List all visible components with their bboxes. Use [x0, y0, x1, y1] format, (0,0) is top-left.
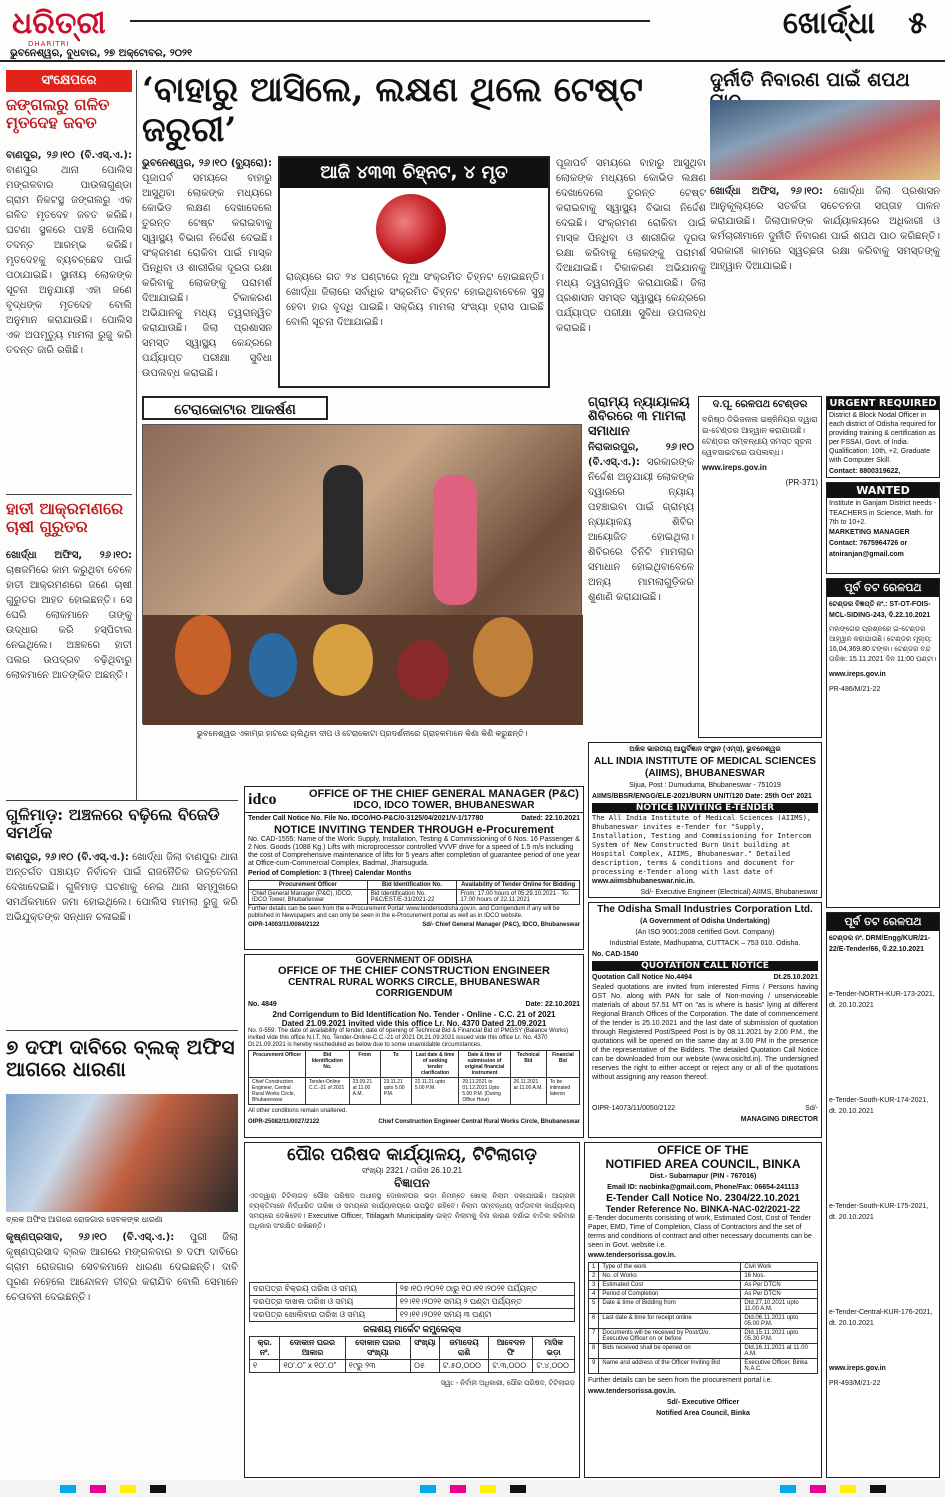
titilagarh-table [249, 1336, 575, 1373]
titilagarh-no: ସଂଖ୍ୟା 2321 / ତାରିଖ 26.10.21 [361, 1166, 463, 1175]
dharana-caption: ବ୍ଲକ ଅଫିସ ଆଗରେ ରୋଜଗାର ସେବକଙ୍କ ଧାରଣା [6, 1215, 163, 1224]
table-header: Procurement Officer [249, 881, 368, 890]
table-cell: ୧୯ରୁ ୨୩ [345, 1360, 410, 1373]
elephant-dateline: ଖୋର୍ଦ୍ଧା ଅଫିସ, ୨୬।୧୦: [6, 550, 132, 561]
dharana-dateline: କୃଷ୍ଣପ୍ରସାଦ, ୨୬।୧୦ (ବି.ଏସ୍.ଏ.): [6, 1232, 175, 1243]
table-cell: 23.11.21 upto 5.00 P.M. [380, 1078, 411, 1105]
dharana-headline: ୭ ଦଫା ଦାବିରେ ବ୍ଲକ୍ ଅଫିସ ଆଗରେ ଧାରଣା [6, 1035, 235, 1081]
table-header: Last date & time of seeking tender clarification [411, 1051, 459, 1078]
table-cell: Dtd.06.11.2021 upto 05.00 P.M. [741, 1314, 818, 1329]
dateline: ଭୁବନେଶ୍ୱର, ବୁଧବାର, ୨୭ ଅକ୍ଟୋବର, ୨୦୨୧ [10, 48, 193, 59]
color-swatch [780, 1485, 796, 1493]
table-cell: Estimated Cost [599, 1281, 741, 1290]
aiims-ref: AIIMS/BBSR/ENGG/ELE-2021/BURN UNIT/120 [592, 793, 744, 800]
crwc-sign: Chief Construction Engineer Central Rural Works Circle, Bhubaneswar [378, 1119, 580, 1125]
color-swatch [840, 1485, 856, 1493]
crwc-govt: GOVERNMENT OF ODISHA [355, 955, 473, 965]
elephant-body: ଚାଷଜମିରେ କାମ କରୁଥିବା ବେଳେ ହାତୀ ଆକ୍ରମଣରେ ଜଣେ ଚାଷୀ ଗୁରୁତର ଆହତ ହୋଇଛନ୍ତି। ସେ ଘେରି ଲୋକମାନେ ତାଙ୍କୁ ଉଦ୍ଧାର କରି ହସ୍ପିଟାଲ ନେଇଥିଲେ। ଅଞ୍ଚଳରେ ହାତୀ ପଲର ଉପଦ୍ରବ ବଢ଼ିଥିବାରୁ ଲୋକମାନେ ଆତଙ୍କିତ ଅଛନ୍ତି। [6, 565, 132, 681]
main-story-continued: ପୂଜାପର୍ବ ସମୟରେ ବାହାରୁ ଆସୁଥିବା ଲୋକଙ୍କ ମଧ୍ୟରେ କୋଭିଡ ଲକ୍ଷଣ ଦେଖାଦେଲେ ତୁରନ୍ତ ଟେଷ୍ଟ କରାଇବାକୁ ସ୍ୱାସ୍ଥ୍ୟ ବିଭାଗ ନିର୍ଦ୍ଦେଶ ଦେଇଛି। ସଂକ୍ରମଣ ରୋକିବା ପାଇଁ ମାସ୍କ ପିନ୍ଧିବା ଓ ଶାରୀରିକ ଦୂରତା ରକ୍ଷା କରିବାକୁ ଲୋକଙ୍କୁ ପରାମର୍ଶ ଦିଆଯାଇଛି। ଟିକାକରଣ ଅଭିଯାନକୁ ମଧ୍ୟ ତ୍ୱରାନ୍ୱିତ କରାଯାଉଛି। ଜିଲା ପ୍ରଶାସନ ସମସ୍ତ ସ୍ୱାସ୍ଥ୍ୟ କେନ୍ଦ୍ରରେ ପର୍ଯ୍ୟାପ୍ତ ପରୀକ୍ଷା ସୁବିଧା ଉପଲବ୍ଧ କରାଇଛି। [556, 158, 706, 334]
dharana-body: ପୁରୀ ଜିଲା କୃଷ୍ଣପ୍ରସାଦ ବ୍ଲକ ଆଗରେ ମଙ୍ଗଳବାର ୭ ଦଫା ଦାବିରେ ଗ୍ରାମ ରୋଜଗାର ସେବକମାନେ ଧାରଣା ଦେଇଛନ୍ତି। ଦାବି ପୂରଣ ନହେଲେ ଆନ୍ଦୋଳନ ତୀବ୍ର କରାଯିବ ବୋଲି ସେମାନେ ଚେତାବନୀ ଦେଇଛନ୍ତି। [6, 1232, 238, 1303]
terracotta-caption: ଭୁବନେଶ୍ୱର ଏକାମ୍ର ହାଟରେ ଚାଲିଥିବା ଦୀପ ଓ ଟେରାକୋଟା ପ୍ରଦର୍ଶନୀରେ ଗ୍ରାହକମାନେ କିଣା କିଣି କରୁଛନ୍ତି। [196, 729, 528, 738]
table-cell: ୦୫ [411, 1360, 440, 1373]
color-swatch [870, 1485, 886, 1493]
binka-ad [584, 1142, 822, 1478]
gram-body: ସରକାରଙ୍କ ନିର୍ଦ୍ଦେଶ ଅନୁଯାୟୀ ଲୋକଙ୍କ ଦ୍ୱାରରେ ନ୍ୟାୟ ପହଞ୍ଚାଇବା ପାଇଁ ଗ୍ରାମ୍ୟ ନ୍ୟାୟାଳୟ ଶିବିର ଆୟୋଜିତ ହୋଇଥିଲା। ଶିବିରରେ ତିନିଟି ମାମଲାର ସମାଧାନ ହୋଇଥିବାବେଳେ ଅନ୍ୟ ମାମଲାଗୁଡ଼ିକର ଶୁଣାଣି କରାଯାଇଛି। [588, 457, 694, 603]
osic-title: The Odisha Small Industries Corporation Ltd. [597, 904, 813, 915]
binka-ref: Tender Reference No. BINKA-NAC-02/2021-22 [605, 1204, 801, 1214]
covid-box [278, 156, 550, 388]
table-cell: ଦରପତ୍ର ବିକ୍ରୟ ତାରିଖ ଓ ସମୟ [250, 1283, 397, 1296]
anticorruption-dateline: ଖୋର୍ଦ୍ଧା ଅଫିସ, ୨୬।୧୦: [710, 186, 823, 197]
osic-notice: QUOTATION CALL NOTICE [592, 961, 818, 971]
table-cell: ଦରପତ୍ର ଖୋଲିବାର ତାରିଖ ଓ ସମୟ [250, 1309, 397, 1322]
railway-ad [698, 396, 822, 738]
osic-iso: (An ISO 9001:2008 certified Govt. Company) [635, 929, 775, 936]
crwc-sub: CENTRAL RURAL WORKS CIRCLE, BHUBANESWAR [288, 977, 540, 988]
gram-headline: ଗ୍ରାମ୍ୟ ନ୍ୟାୟାଳୟ ଶିବିରରେ ୩ ମାମଲା ସମାଧାନ [588, 395, 690, 439]
osic-body: Sealed quotations are invited from interested Firms / Persons having GST No. along with PAN for sale of Non-moving / unserviceable materials of about 57.51 MT on "as is where is basis" lying at different Regional Branch Offices of the Corporation. The date of commencement of the tender is 25.10.2021 and the last date of submission of quotation through Registered Post/Speed Post is by 08.11.2021 by 2.00 P.M., the quotations will be opened on the same day at 3.00 PM in the presence of the representative of the Bidders. The detailed Quotation Call Notice can be downloaded from our website (www.osicltd.in). The undersigned reserves the right to either accept or reject any or all of the quotations without assigning any reason thereof. [592, 984, 818, 1081]
print-color-bar [0, 1480, 945, 1497]
table-cell: 7 [589, 1329, 599, 1344]
binka-footer-web[interactable]: www.tendersorissa.gov.in. [588, 1388, 676, 1395]
crwc-table [248, 1050, 580, 1105]
table-cell: Chief General Manager (P&C), IDCO, IDCO Tower, Bhubaneswar [249, 890, 368, 905]
table-cell: Executive Officer, Binka N.A.C. [741, 1359, 818, 1374]
table-cell: 17.00 hours of 22.11.2021 [460, 897, 530, 903]
binka-web[interactable]: www.tendersorissa.gov.in. [588, 1252, 676, 1259]
dharana-photo [6, 1094, 238, 1212]
ecor2-item: e-Tender-NORTH-KUR-173-2021, dt. 20.10.2021 [829, 991, 935, 1009]
ecor1-web[interactable]: www.ireps.gov.in [829, 671, 886, 678]
elephant-story [6, 548, 132, 798]
newspaper-logo[interactable]: ଧରିତ୍ରୀ [12, 6, 106, 41]
gram-dateline: ନିରାକାରପୁର, ୨୬।୧୦ (ବି.ଏସ୍.ଏ.): [588, 442, 694, 468]
table-header: Availability of Tender Online for Bidding [457, 881, 580, 890]
table-cell: 17.00 hours of 05.29.10.2021 [477, 891, 557, 897]
binka-signer: Notified Area Council, Binka [656, 1410, 750, 1417]
table-header: Financial Bid [546, 1051, 579, 1078]
table-cell: 4 [589, 1290, 599, 1299]
gulimad-story [6, 850, 238, 1026]
table-cell: 26.11.2021 at 11.00 A.M. [510, 1078, 546, 1105]
osic-address: Industrial Estate, Madhupatna, CUTTACK – 753 010. Odisha. [609, 940, 801, 947]
osic-qno: Quotation Call Notice No.4494 [592, 974, 692, 981]
table-cell: ୧ [250, 1360, 280, 1373]
jungle-story [6, 148, 132, 488]
column-rule [136, 70, 137, 800]
wanted-item-manager: MARKETING MANAGER [829, 529, 910, 536]
aiims-title: ALL INDIA INSTITUTE OF MEDICAL SCIENCES (AIIMS), BHUBANESWAR [593, 756, 817, 779]
binka-table [588, 1262, 818, 1374]
logo-subtitle: DHARITRI [28, 40, 70, 48]
binka-body: E-Tender documents consisting of work, Estimated Cost, Cost of Tender Paper, EMD, Time of Completion, Class of Contractors and the set of terms and conditions of contract and other necessary documents can be seen in Govt. website i.e. [588, 1215, 812, 1249]
table-cell: Date & time of Bidding from [599, 1299, 741, 1314]
table-cell: Dtd.27.10.2021 upto 11.00 A.M. [741, 1299, 818, 1314]
section-name: ଖୋର୍ଦ୍ଧା [782, 6, 875, 41]
table-header: Technical Bid [510, 1051, 546, 1078]
gulimad-headline: ଗୁଳିମାଡ଼: ଅଞ୍ଚଳରେ ବଢ଼ିଲେ ବିଜେଡି ସମର୍ଥକ [6, 805, 220, 842]
gulimad-body: ଖୋର୍ଦ୍ଧା ଜିଲା ବାଣପୁର ଥାନା ଅନ୍ତର୍ଗତ ପଞ୍ଚାୟତ ନିର୍ବାଚନ ପାଇଁ ରାଜନୈତିକ ଉତ୍ତେଜନା ଦେଖାଦେଇଛି। ଗୁଳିମାଡ଼ ଘଟଣାକୁ ନେଇ ଥାନା ସମ୍ମୁଖରେ ସମର୍ଥକମାନେ ଜମା ହୋଇଥିଲେ। ପୋଲିସ ମାମଲା ରୁଜୁ କରି ଅଭିଯୁକ୍ତଙ୍କ ସନ୍ଧାନ ଚଳାଇଛି। [6, 852, 238, 923]
table-header: ମାସିକ ଭଡ଼ା [533, 1337, 575, 1360]
table-cell: From [460, 891, 475, 897]
table-header: ଆବେଦନ ଫି [489, 1337, 533, 1360]
idco-oipr: OIPR-14003/11/0084/2122 [248, 922, 320, 928]
color-swatch [510, 1485, 526, 1493]
table-cell: Dtd.16.11.2021 at 11.00 A.M. [741, 1344, 818, 1359]
table-cell: ଟ.୪,୦୦୦ [533, 1360, 575, 1373]
covid-body: ରାଜ୍ୟରେ ଗତ ୨୪ ଘଣ୍ଟାରେ ନୂଆ ସଂକ୍ରମିତ ଚିହ୍ନଟ ହୋଇଛନ୍ତି। ଖୋର୍ଦ୍ଧା ଜିଲାରେ ସର୍ବାଧିକ ସଂକ୍ରମିତ ଚିହ୍ନଟ ହୋଇଥିବାବେଳେ ସୁସ୍ଥ ହେବା ହାର ବୃଦ୍ଧି ପାଇଛି। ସକ୍ରିୟ ମାମଲା ସଂଖ୍ୟା ହ୍ରାସ ପାଇଛି ବୋଲି ସୂଚନା ଦିଆଯାଇଛି। [286, 272, 544, 328]
osic-oipr: OIPR-14073/11/0050/2122 [592, 1105, 676, 1112]
table-header: Procurement Officer [249, 1051, 306, 1078]
binka-sign: Sd/- Executive Officer [666, 1399, 740, 1406]
jungle-body: ବାଣପୁର ଥାନା ପୋଲିସ ମଙ୍ଗଳବାର ପାଉଳାଗୁଣ୍ଡା ଗ୍ରାମ ନିକଟସ୍ଥ ଜଙ୍ଗଲରୁ ଏକ ଗଳିତ ମୃତଦେହ ଜବତ କରିଛି। ଘଟଣା ସ୍ଥଳରେ ପହଞ୍ଚି ପୋଲିସ ତଦନ୍ତ ଆରମ୍ଭ କରିଛି। ମୃତଦେହକୁ ବ୍ୟବଚ୍ଛେଦ ପାଇଁ ପଠାଯାଇଛି। ସ୍ଥାନୀୟ ଲୋକଙ୍କ ସୂଚନା ଅନୁଯାୟୀ ଏହା ଜଣେ ବୃଦ୍ଧଙ୍କ ମୃତଦେହ ବୋଲି ଅନୁମାନ କରାଯାଉଛି। ପୋଲିସ ଏକ ଅପମୃତ୍ୟୁ ମାମଲା ରୁଜୁ କରି ତଦନ୍ତ ଜାରି ରଖିଛି। [6, 165, 132, 356]
color-swatch [90, 1485, 106, 1493]
table-header: ଦୋକାନ ଘରର ସଂଖ୍ୟା [345, 1337, 410, 1360]
terracotta-label: ଟେରାକୋଟାର ଆକର୍ଷଣ [142, 396, 328, 420]
ecor2-item: e-Tender-South-KUR-175-2021, dt. 20.10.2021 [829, 1203, 929, 1221]
table-cell: 2 [589, 1272, 599, 1281]
table-cell: No. of Works [599, 1272, 741, 1281]
ecor1-body: ମହାଙ୍ଗେର ପ୍ରଶ୍ନରେ ଇ-ଟେଣ୍ଡର ଆହ୍ୱାନ କରାଯାଉଛି। ଟେଣ୍ଡର ମୂଲ୍ୟ: 16,04,369.80 ଟଙ୍କା। ଟେଣ୍ଡର ବନ୍ଦ ତାରିଖ: 15.11.2021 ଦିନ 11:00 ଘଣ୍ଟା। [829, 626, 937, 663]
aiims-date: Date: 25th Oct' 2021 [745, 793, 812, 800]
idco-footer: Further details can be seen from the e-Procurement Portal: www.tendersodisha.gov.in. and Corrigendum if any will be published in Newspapers and can only be seen in the e-Procurement portal as well as in IDCO website. [248, 906, 560, 919]
osic-sub: (A Government of Odisha Undertaking) [640, 918, 770, 925]
crwc-line1: 2nd Corrigendum to Bid Identification No. Tender - Online - C.C. 21 of 2021 [272, 1010, 556, 1019]
color-swatch [810, 1485, 826, 1493]
table-cell: Tender-Online C.C.-21 of 2021 [305, 1078, 349, 1105]
table-cell: Bids received shall be opened on [599, 1344, 741, 1359]
main-headline: ‘ବାହାରୁ ଆସିଲେ, ଲକ୍ଷଣ ଥିଲେ ଟେଷ୍ଟ ଜରୁରୀ’ [142, 70, 644, 150]
urgent-title: URGENT REQUIRED [827, 397, 939, 410]
color-swatch [420, 1485, 436, 1493]
aiims-sign: Sd/- [640, 889, 654, 896]
table-cell: ଟ.୩,୦୦୦ [489, 1360, 533, 1373]
color-swatch [120, 1485, 136, 1493]
titilagarh-table-title: ଜଳାଶୟ ମାର୍କେଟ କମ୍ପ୍ଲେକ୍ସ [363, 1324, 461, 1334]
crwc-no: No. 4849 [248, 1001, 277, 1008]
ecor2-item: e-Tender-Central-KUR-176-2021, dt. 20.10.2021 [829, 1309, 933, 1327]
aiims-body: The All India Institute of Medical Sciences (AIIMS), Bhubaneswar invites e-Tender for "Supply, Installation, Testing and Commissioning for Intercom System of New Constructed Burn Unit building at Hospital Complex, AIIMS, Bhubaneswar." Detailed description, terms & conditions and document for processing e-Tender along with last date of [592, 814, 812, 876]
railway-title: ଦ.ପୂ. ରେଳପଥ ଟେଣ୍ଡର [712, 399, 808, 410]
ecor2-item: e-Tender-South-KUR-174-2021, dt. 20.10.2021 [829, 1097, 929, 1115]
masthead [0, 0, 945, 62]
binka-footer: Further details can be seen from the procurement portal i.e. [588, 1377, 773, 1384]
table-cell: 3 [589, 1281, 599, 1290]
gulimad-dateline: ବାଣପୁର, ୨୬।୧୦ (ବି.ଏସ୍.ଏ.): [6, 852, 129, 863]
table-header: To [380, 1051, 411, 1078]
titilagarh-sign: ସ୍ୱା: - ନିର୍ବାହୀ ଅଧିକାରୀ, ପୌର ପରିଷଦ, ଟିଟିଲାଗଡ଼ [440, 1380, 575, 1387]
dharana-story [6, 1230, 238, 1478]
osic-signer: MANAGING DIRECTOR [740, 1116, 818, 1123]
table-cell: Documents will be received by Post/O/o. Executive Officer on or before [599, 1329, 741, 1344]
crwc-body: No. 0-559: The date of availability of tender, date of opening of Technical Bid & Financial Bid of PMGSY (Balance Works) invited vide this office N.I.T. No. Tender-Online-C.C.-21 of 2021 Dt.21.09.2021 issued vide this office Lr. No. 4370 Dt.21.09.2021 is hereby rescheduled as below due to some unavoidable circumstances. [248, 1028, 569, 1048]
crwc-office: OFFICE OF THE CHIEF CONSTRUCTION ENGINEER [278, 965, 550, 977]
binka-notice: E-Tender Call Notice No. 2304/22.10.2021 [606, 1193, 800, 1204]
railway-ref: (PR-371) [785, 478, 818, 487]
titilagarh-title: ପୌର ପରିଷଦ କାର୍ଯ୍ୟାଳୟ, ଟିଟିଲାଗଡ଼ [287, 1145, 537, 1165]
jungle-dateline: ବାଣପୁର, ୨୬।୧୦ (ବି.ଏସ୍.ଏ.): [6, 150, 132, 161]
ecor2-ref: PR-493/M/21-22 [829, 1380, 881, 1387]
ecor1-title: ପୂର୍ବ ତଟ ରେଳପଥ [827, 579, 939, 597]
idco-date: Dated: 22.10.2021 [521, 815, 580, 822]
idco-ad [244, 786, 584, 950]
binka-email[interactable]: Email ID: nacbinka@gmail.com, Phone/Fax: 06654-241113 [607, 1184, 799, 1191]
titilagarh-schedule [249, 1282, 575, 1322]
divider [6, 494, 132, 495]
virus-icon [376, 194, 446, 264]
masthead-rule [130, 20, 650, 22]
divider [6, 1030, 238, 1031]
aiims-notice: NOTICE INVITING E-TENDER [592, 803, 818, 813]
anticorruption-body: ଖୋର୍ଦ୍ଧା ଜିଲା ପ୍ରଶାସନ ଆନୁକୂଲ୍ୟରେ ସତର୍କତା ସଚେତନତା ସପ୍ତାହ ପାଳନ କରାଯାଉଛି। ଜିଲାପାଳଙ୍କ କାର୍ଯ୍ୟାଳୟରେ ଅଧିକାରୀ ଓ କର୍ମଚାରୀମାନେ ଦୁର୍ନୀତି ନିବାରଣ ପାଇଁ ଶପଥ ପାଠ କରିଛନ୍ତି। ସରକାରୀ କାମରେ ସ୍ୱଚ୍ଛତା ରକ୍ଷା କରିବାକୁ ସମସ୍ତଙ୍କୁ ଆହ୍ୱାନ ଦିଆଯାଇଛି। [710, 186, 940, 272]
anticorruption-headline: ଦୁର୍ନୀତି ନିବାରଣ ପାଇଁ ଶପଥ [710, 69, 910, 91]
idco-ref: Tender Call Notice No. File No. IDCO/HO-P&C/0-3125/04/2021/V-1/17780 [248, 815, 484, 822]
urgent-contact: Contact: 8800319622, [829, 468, 901, 475]
titilagarh-ad [244, 1142, 580, 1478]
idco-logo: idco [248, 790, 277, 808]
table-cell: 5 [589, 1299, 599, 1314]
urgent-body: District & Block Nodal Officer in each district of Odisha required for providing training & certification as per FSSAI, Govt. of India. Qualification: 10th, +2, Graduate with Computer Skill. [829, 412, 936, 464]
aiims-address: Sijua, Post : Dumuduma, Bhubaneswar - 751019 [629, 782, 781, 789]
railway-web[interactable]: www.ireps.gov.in [702, 463, 767, 472]
ecor1-line1: ଟେଣ୍ଡର ବିଜ୍ଞପ୍ତି ନଂ.: ST-OT-FOIS-MCL-SIDING-243, ଦି.22.10.2021 [829, 601, 931, 619]
table-cell: ୧୨।୧୧।୨୦୨୧ ସମୟ ୨ ଘଣ୍ଟା ପର୍ଯ୍ୟନ୍ତ [396, 1296, 574, 1309]
idco-body: No. CAD-1555: Name of the Work: Supply, Installation, Testing & Commissioning of 6 Nos. 16 Passenger & 2 Nos. Goods (1088 Kg.) Lifts with microprocessor controlled VVVF drive for a speed of 1.5 m/s including the cost of Comprehensive maintenance of lifts for 5 years after completion of guarantee period of one year at Office-cum-Commercial Complex, Badmal, Jharsuguda. [248, 836, 580, 867]
table-cell: As Per DTCN [741, 1281, 818, 1290]
table-cell: ଦରପତ୍ର ଦାଖଲ ତାରିଖ ଓ ସମୟ [250, 1296, 397, 1309]
main-story [142, 156, 272, 388]
ecor-ad-2 [826, 912, 940, 1478]
anticorruption-photo [710, 100, 940, 180]
table-cell: As Per DTCN [741, 1290, 818, 1299]
titilagarh-body: ଏତଦ୍ୱାରା ଟିଟିଲାଗଡ଼ ପୌର ପରିଷଦ ଅଧୀନସ୍ଥ ଦୋକାନଘର ଭଡ଼ା ନିମନ୍ତେ ଖୋଲା ନିଲାମ ଡକାଯାଉଛି। ଆଗ୍ରହୀ ବ୍ୟକ୍ତିମାନେ ନିର୍ଦ୍ଧାରିତ ତାରିଖ ଓ ସମୟରେ କାର୍ଯ୍ୟାଳୟରେ ଉପସ୍ଥିତ ରହିବେ। ନିଲାମ ସମ୍ବନ୍ଧୀୟ ସର୍ତ୍ତାବଳୀ କାର୍ଯ୍ୟାଳୟ ସମୟରେ ଦେଖିହେବ। Executive Officer, Titilagarh Municipality ଉକ୍ତ ନିଲାମକୁ ବିନା କାରଣ ଦର୍ଶାଇ ବାତିଲ କରିବାର ଅଧିକାର ସଂରକ୍ଷିତ ରଖିଛନ୍ତି। [249, 1193, 575, 1230]
crwc-note: All other conditions remain unaltered. [248, 1108, 348, 1114]
osic-sign: Sd/- [805, 1105, 818, 1112]
table-cell: 22.11.21 upto 5.00 P.M. [411, 1078, 459, 1105]
crwc-oipr: OIPR-25082/11/0027/2122 [248, 1119, 320, 1125]
ecor2-line1: ଟେଣ୍ଡର ନଂ. DRM/Engg/KUR/21-22/E-Tender/66, ଦି.22.10.2021 [829, 935, 931, 953]
table-cell: Bid Identification No. P&C/EST/E-31/2021-22 [367, 890, 457, 905]
table-header: ଦୋକାନ ଘରର ଆକାର [280, 1337, 345, 1360]
idco-period: Period of Completion: 3 (Three) Calendar Months [248, 870, 412, 877]
anticorruption-story [710, 184, 940, 388]
binka-dist: Dist.- Subarnapur (PIN - 767016) [649, 1173, 757, 1180]
idco-office: OFFICE OF THE CHIEF GENERAL MANAGER (P&C) [309, 788, 579, 800]
covid-banner: ଆଜି ୪୩୩ ଚିହ୍ନଟ, ୪ ମୃତ [280, 158, 548, 188]
wanted-email[interactable]: atniranjan@gmail.com [829, 551, 904, 558]
osic-qdate: Dt.25.10.2021 [773, 974, 818, 981]
table-cell: 1 [589, 1263, 599, 1272]
table-cell: 23.09.21 at 11.00 A.M. [349, 1078, 380, 1105]
wanted-ad [826, 482, 940, 574]
table-header: ଜମାଦେୟ ରାଶି [439, 1337, 489, 1360]
gram-story [588, 440, 694, 740]
table-header: Bid Identification No. [367, 881, 457, 890]
ecor-ad-1 [826, 578, 940, 908]
aiims-web[interactable]: www.aiimsbhubaneswar.nic.in. [592, 878, 695, 885]
crwc-ad [244, 954, 584, 1138]
titilagarh-sub: ବିଜ୍ଞାପନ [394, 1176, 430, 1190]
ecor2-web[interactable]: www.ireps.gov.in [829, 1365, 886, 1372]
color-swatch [150, 1485, 166, 1493]
terracotta-photo [142, 424, 582, 724]
urgent-ad [826, 396, 940, 478]
table-cell: 6 [589, 1314, 599, 1329]
main-dateline: ଭୁବନେଶ୍ୱର, ୨୬।୧୦ (ବ୍ୟୁରୋ): [142, 158, 272, 169]
idco-table: Procurement Officer Bid Identification No. Availability of Tender Online for Bidding Chief General Manager (P&C), IDCO, IDCO Tower, Bhubaneswar Bid Identification No. P&C/EST/E-31/2021-22 From: 17.00 hours of 05.29.10.2021 · To: 17.00 hours of 22.11.2021 [248, 880, 580, 905]
binka-title2: NOTIFIED AREA COUNCIL, BINKA [605, 1157, 801, 1171]
aiims-title-or: ଅଖିଳ ଭାରତୀୟ ଆୟୁର୍ବିଜ୍ଞାନ ସଂସ୍ଥାନ (ଏମ୍ସ), ଭୁବନେଶ୍ୱର [629, 746, 781, 753]
table-cell: 8 [589, 1344, 599, 1359]
railway-body: ବରିଷ୍ଠ ଡିଭିଜନାଲ ଇଞ୍ଜିନିୟର ଦ୍ୱାରା ଇ-ଟେଣ୍ଡର ଆହ୍ୱାନ କରାଯାଉଛି। ଟେଣ୍ଡର ସମ୍ବନ୍ଧୀୟ ସମସ୍ତ ସୂଚନା ୱେବସାଇଟରେ ଉପଲବ୍ଧ। [702, 415, 818, 457]
table-cell: ୧୨।୧୧।୨୦୨୧ ସମୟ ୩ ଘଣ୍ଟା [396, 1309, 574, 1322]
crwc-date: Date: 22.10.2021 [525, 1001, 580, 1008]
table-header: From [349, 1051, 380, 1078]
ecor2-title: ପୂର୍ବ ତଟ ରେଳପଥ [827, 913, 939, 931]
aiims-signer: Executive Engineer (Electrical) AIIMS, Bhubaneswar [655, 889, 818, 896]
ecor1-ref: PR-486/M/21-22 [829, 686, 881, 693]
table-cell: Last date & time for receipt online [599, 1314, 741, 1329]
wanted-item-teachers: TEACHERS in Science, Math. for 7th to 10+2. [829, 510, 933, 526]
osic-no: No. CAD-1540 [592, 951, 639, 958]
jungle-headline: ଜଙ୍ଗଲରୁ ଗଳିତ ମୃତଦେହ ଜବତ [6, 95, 110, 132]
table-cell: ୧୦'.୦" x ୧୦'.୦" [280, 1360, 345, 1373]
binka-title1: OFFICE OF THE [657, 1143, 749, 1157]
osic-ad [588, 902, 822, 1138]
table-header: Bid Identification No. [305, 1051, 349, 1078]
table-cell: Period of Completion [599, 1290, 741, 1299]
idco-notice: NOTICE INVITING TENDER THROUGH e-Procurement [274, 824, 554, 836]
table-header: Date & time of submission of original financial instrument [459, 1051, 510, 1078]
color-swatch [60, 1485, 76, 1493]
wanted-intro: Institute in Ganjam District needs - [829, 500, 936, 507]
main-body: ପୂଜାପର୍ବ ସମୟରେ ବାହାରୁ ଆସୁଥିବା ଲୋକଙ୍କ ମଧ୍ୟରେ କୋଭିଡ ଲକ୍ଷଣ ଦେଖାଦେଲେ ତୁରନ୍ତ ଟେଷ୍ଟ କରାଇବାକୁ ସ୍ୱାସ୍ଥ୍ୟ ବିଭାଗ ନିର୍ଦ୍ଦେଶ ଦେଇଛି। ସଂକ୍ରମଣ ରୋକିବା ପାଇଁ ମାସ୍କ ପିନ୍ଧିବା ଓ ଶାରୀରିକ ଦୂରତା ରକ୍ଷା କରିବାକୁ ଲୋକଙ୍କୁ ପରାମର୍ଶ ଦିଆଯାଇଛି। ଟିକାକରଣ ଅଭିଯାନକୁ ମଧ୍ୟ ତ୍ୱରାନ୍ୱିତ କରାଯାଉଛି। ଜିଲା ପ୍ରଶାସନ ସମସ୍ତ ସ୍ୱାସ୍ଥ୍ୟ କେନ୍ଦ୍ରରେ ପର୍ଯ୍ୟାପ୍ତ ପରୀକ୍ଷା ସୁବିଧା ଉପଲବ୍ଧ କରାଇଛି। [142, 173, 272, 379]
pottery-illustration [143, 425, 583, 725]
idco-sub: IDCO, IDCO TOWER, BHUBANESWAR [353, 800, 535, 811]
table-cell: 29.11.2021 to 01.12.2021 Upto 5.00 P.M. (During Office Hour) [459, 1078, 510, 1105]
table-header: କ୍ର. ନଂ. [250, 1337, 280, 1360]
table-cell: Dtd.15.11.2021 upto 05.30 P.M. [741, 1329, 818, 1344]
wanted-contact: Contact: 7675964726 or [829, 540, 908, 547]
table-cell: ଟ.୫୦,୦୦୦ [439, 1360, 489, 1373]
table-cell: To be intimated lateron [546, 1078, 579, 1105]
crwc-title: CORRIGENDUM [375, 988, 453, 999]
table-cell: 16 Nos. [741, 1272, 818, 1281]
wanted-title: WANTED [827, 483, 939, 498]
crwc-line2: Dated 21.09.2021 invited vide this office Lr. No. 4370 Dated 21.09.2021 [281, 1019, 547, 1028]
page-number: ୫ [908, 6, 927, 41]
table-cell: ୨୭।୧୦।୨୦୨୧ ଠାରୁ ୧୦।୧୧।୨୦୨୧ ପର୍ଯ୍ୟନ୍ତ [396, 1283, 574, 1296]
briefs-label: ସଂକ୍ଷେପରେ [6, 70, 132, 92]
aiims-ad [588, 742, 822, 898]
table-cell: Type of the work [599, 1263, 741, 1272]
table-cell: Name and address of the Officer Inviting Bid [599, 1359, 741, 1374]
table-cell: Civil Work [741, 1263, 818, 1272]
table-header: ସଂଖ୍ୟା [411, 1337, 440, 1360]
elephant-headline: ହାତୀ ଆକ୍ରମଣରେ ଚାଷୀ ଗୁରୁତର [6, 499, 124, 536]
table-cell: Chief Construction Engineer, Central Rural Works Circle, Bhubaneswar [249, 1078, 306, 1105]
table-cell: To [561, 891, 568, 897]
divider [6, 800, 238, 801]
color-swatch [480, 1485, 496, 1493]
color-swatch [450, 1485, 466, 1493]
idco-sign: Sd/- Chief General Manager (P&C), IDCO, Bhubaneswar [422, 922, 580, 928]
table-cell: 9 [589, 1359, 599, 1374]
